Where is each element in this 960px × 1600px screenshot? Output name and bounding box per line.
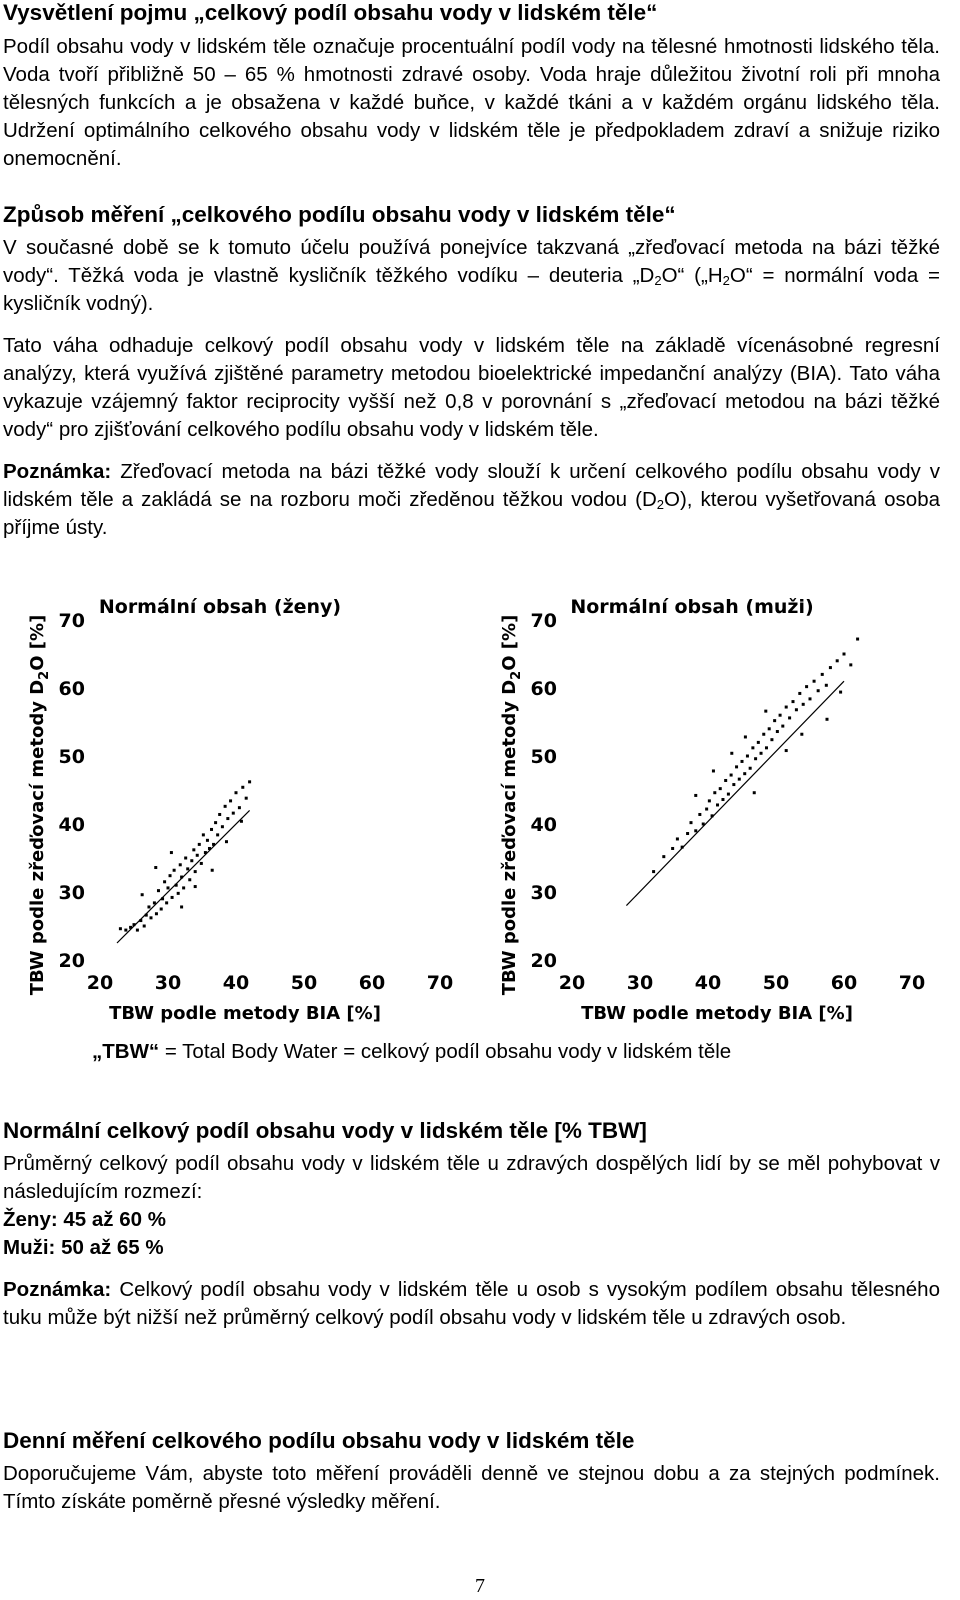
data-point (177, 892, 180, 895)
data-point (160, 908, 163, 911)
chart-men-svg (497, 585, 926, 1030)
text: O“ = normální voda = kysličník vodný). (3, 264, 940, 315)
data-point (182, 886, 185, 889)
data-point (776, 730, 779, 733)
subscript: 2 (654, 273, 662, 288)
text: O), kterou vyšetřovaná osoba příjme ústy. (3, 488, 940, 539)
data-point (690, 821, 693, 824)
x-axis-label: TBW podle metody BIA [%] (109, 1003, 381, 1024)
data-point (698, 813, 701, 816)
data-point (671, 847, 674, 850)
data-point (186, 867, 189, 870)
data-point (211, 869, 214, 872)
y-axis-label-subscript: 2 (509, 670, 524, 680)
data-point (206, 839, 209, 842)
y-axis-label-part: TBW podle zřeďovací metody D (499, 679, 520, 996)
data-point (694, 829, 697, 832)
data-point (652, 870, 655, 873)
x-tick-label: 60 (830, 972, 858, 994)
data-point (175, 884, 178, 887)
y-axis-label-part: O [%] (27, 614, 48, 671)
x-tick-label: 20 (558, 972, 586, 994)
data-point (171, 896, 174, 899)
data-point (716, 803, 719, 806)
y-tick-label: 60 (530, 678, 557, 700)
data-point (770, 738, 773, 741)
data-point (839, 691, 842, 694)
data-point (238, 806, 241, 809)
data-point (180, 905, 183, 908)
data-point (226, 817, 229, 820)
y-tick-label: 70 (58, 610, 85, 632)
note-paragraph (3, 1276, 940, 1332)
data-point (730, 752, 733, 755)
data-point (788, 716, 791, 719)
subscript: 2 (656, 497, 665, 512)
data-point (711, 814, 714, 817)
paragraph: Tato váha odhaduje celkový podíl obsahu vody v lidském těle na základě vícenásobné regresní analýzy, která využívá zjištěné parametry metodou bioelektrické impedanční analýzy (BIA). Tato váha vykazuje vzájemný faktor reciprocity vyšší než 0,8 v porovnání s „zřeďovací metodou na bázi těžké vody“ pro zjišťování celkového podílu obsahu vody v lidském těle. (3, 334, 940, 441)
data-point (167, 886, 170, 889)
data-point (179, 863, 182, 866)
data-point (169, 874, 172, 877)
data-point (153, 901, 156, 904)
x-axis-label: TBW podle metody BIA [%] (581, 1003, 853, 1024)
data-point (765, 746, 768, 749)
data-point (194, 885, 197, 888)
data-point (792, 700, 795, 703)
data-point (719, 787, 722, 790)
data-point (762, 733, 765, 736)
trend-line (117, 810, 250, 943)
y-tick-label: 50 (58, 746, 85, 768)
x-tick-label: 60 (358, 972, 386, 994)
data-point (735, 765, 738, 768)
data-point (741, 760, 744, 763)
data-point (173, 869, 176, 872)
data-point (192, 848, 195, 851)
data-point (163, 880, 166, 883)
x-tick-label: 50 (762, 972, 790, 994)
data-point (221, 825, 224, 828)
section-title: Způsob měření „celkového podílu obsahu vody v lidském těle“ (3, 202, 676, 227)
data-point (155, 912, 158, 915)
section-measurement (3, 200, 940, 542)
data-point (825, 684, 828, 687)
text: = Total Body Water = celkový podíl obsahu vody v lidském těle (159, 1040, 732, 1063)
data-point (809, 697, 812, 700)
data-point (225, 840, 228, 843)
data-point (694, 794, 697, 797)
data-point (224, 805, 227, 808)
data-point (202, 833, 205, 836)
data-point (727, 793, 730, 796)
data-point (785, 706, 788, 709)
section-normal-values (3, 1116, 940, 1332)
data-point (757, 741, 760, 744)
paragraph (92, 1038, 952, 1066)
data-point (204, 851, 207, 854)
data-point (235, 791, 238, 794)
data-point (721, 798, 724, 801)
y-tick-label: 20 (530, 950, 557, 972)
data-point (196, 854, 199, 857)
data-point (143, 925, 146, 928)
y-axis-label-part: TBW podle zřeďovací metody D (27, 679, 48, 996)
x-tick-label: 70 (898, 972, 926, 994)
data-point (805, 685, 808, 688)
data-point (764, 710, 767, 713)
data-point (753, 791, 756, 794)
data-point (702, 823, 705, 826)
y-tick-label: 20 (58, 950, 85, 972)
y-tick-label: 40 (58, 814, 85, 836)
data-point (194, 870, 197, 873)
y-axis-label-part: O [%] (499, 614, 520, 671)
data-point (730, 774, 733, 777)
data-point (743, 772, 746, 775)
chart-women (25, 585, 454, 1030)
chart-men (497, 585, 926, 1030)
data-point (751, 746, 754, 749)
data-point (713, 791, 716, 794)
data-point (708, 799, 711, 802)
section-definition (3, 0, 940, 173)
data-point (744, 735, 747, 738)
note-label: Poznámka: (3, 460, 112, 483)
section-title: Denní měření celkového podílu obsahu vody v lidském těle (3, 1428, 635, 1453)
paragraph: Průměrný celkový podíl obsahu vody v lidském těle u zdravých dospělých lidí by se měl pohybovat v následujícím rozmezí: (3, 1152, 940, 1203)
x-tick-label: 30 (626, 972, 654, 994)
women-range-text: Ženy: 45 až 60 % (3, 1208, 166, 1231)
data-point (157, 889, 160, 892)
data-point (154, 866, 157, 869)
section-daily-measurement (3, 1426, 940, 1516)
men-range-text: Muži: 50 až 65 % (3, 1236, 164, 1259)
text: Celkový podíl obsahu vody v lidském těle u osob s vysokým podílem obsahu tělesného tuku může být nižší než průměrný celkový podíl obsahu vody v lidském těle u zdravých osob. (3, 1278, 940, 1329)
paragraph: Doporučujeme Vám, abyste toto měření prováděli denně ve stejnou dobu a za stejných podmínek. Tímto získáte poměrně přesné výsledky měření. (3, 1462, 940, 1513)
data-point (686, 832, 689, 835)
data-point (216, 833, 219, 836)
y-axis-label-subscript: 2 (37, 670, 52, 680)
y-axis-label (27, 615, 52, 996)
data-point (190, 859, 193, 862)
x-tick-label: 40 (694, 972, 722, 994)
data-point (232, 812, 235, 815)
chart-note (92, 1038, 952, 1066)
data-point (773, 719, 776, 722)
data-point (829, 666, 832, 669)
data-point (145, 914, 148, 917)
data-point (184, 857, 187, 860)
data-point (139, 919, 142, 922)
data-point (800, 733, 803, 736)
y-tick-label: 30 (530, 882, 557, 904)
y-tick-label: 60 (58, 678, 85, 700)
text: Zřeďovací metoda na bázi těžké vody slouží k určení celkového podílu obsahu vody v lidském těle a zakládá se na rozboru moči zředěnou těžkou vodou (D (3, 460, 940, 511)
data-point (849, 663, 852, 666)
x-tick-label: 40 (222, 972, 250, 994)
data-point (681, 846, 684, 849)
tbw-label: „TBW“ (92, 1040, 160, 1063)
note-paragraph (3, 458, 940, 542)
data-point (705, 808, 708, 811)
chart-title: Normální obsah (ženy) (98, 596, 342, 618)
section-title: Normální celkový podíl obsahu vody v lidském těle [% TBW] (3, 1118, 647, 1143)
data-point (218, 813, 221, 816)
data-point (208, 847, 211, 850)
x-tick-label: 30 (154, 972, 182, 994)
text: V současné době se k tomuto účelu používá ponejvíce takzvaná „zřeďovací metoda na bázi těžké vody“. Těžká voda je vlastně kysličník těžkého vodíku – deuteria „D (3, 236, 940, 287)
x-tick-label: 50 (290, 972, 318, 994)
men-range (3, 1234, 940, 1262)
subscript: 2 (722, 273, 730, 288)
data-point (240, 820, 243, 823)
y-tick-label: 50 (530, 746, 557, 768)
y-tick-label: 30 (58, 882, 85, 904)
data-point (724, 779, 727, 782)
data-point (738, 778, 741, 781)
data-point (843, 653, 846, 656)
y-tick-label: 40 (530, 814, 557, 836)
data-point (165, 901, 168, 904)
data-point (141, 893, 144, 896)
data-point (779, 714, 782, 717)
data-point (749, 767, 752, 770)
data-point (229, 799, 232, 802)
page-number: 7 (475, 1575, 485, 1597)
data-point (813, 680, 816, 683)
data-point (732, 783, 735, 786)
data-point (662, 855, 665, 858)
data-point (856, 638, 859, 641)
data-point (241, 786, 244, 789)
data-point (760, 752, 763, 755)
data-point (826, 718, 829, 721)
data-point (712, 769, 715, 772)
x-tick-label: 70 (426, 972, 454, 994)
data-point (150, 916, 153, 919)
x-tick-label: 20 (86, 972, 114, 994)
women-range (3, 1206, 940, 1234)
data-point (147, 905, 150, 908)
data-point (170, 851, 173, 854)
data-point (676, 837, 679, 840)
note-label: Poznámka: (3, 1278, 112, 1301)
y-tick-label: 70 (530, 610, 557, 632)
data-point (136, 929, 139, 932)
data-point (129, 926, 132, 929)
data-point (200, 862, 203, 865)
data-point (836, 659, 839, 662)
data-point (768, 727, 771, 730)
paragraph: Podíl obsahu vody v lidském těle označuje procentuální podíl vody na tělesné hmotnosti lidského těla. Voda tvoří přibližně 50 – 65 % hmotnosti zdravé osoby. Voda hraje důležitou životní roli při mnoha tělesných funkcích a je obsažena v každé buňce, v každé tkáni a v každém orgánu lidského těla. Udržení optimálního celkového obsahu vody v lidském těle je předpokladem zdraví a snižuje riziko onemocnění. (3, 35, 940, 170)
data-point (248, 780, 251, 783)
section-title: Vysvětlení pojmu „celkový podíl obsahu vody v lidském těle“ (3, 0, 658, 25)
chart-title: Normální obsah (muži) (570, 596, 814, 618)
data-point (781, 725, 784, 728)
paragraph (3, 234, 940, 318)
data-point (245, 797, 248, 800)
trend-line (626, 681, 844, 905)
chart-women-svg (25, 585, 454, 1030)
data-point (754, 757, 757, 760)
data-point (821, 673, 824, 676)
data-point (124, 929, 127, 932)
data-point (133, 923, 136, 926)
data-point (198, 843, 201, 846)
data-point (785, 749, 788, 752)
data-point (161, 897, 164, 900)
data-point (802, 703, 805, 706)
data-point (798, 692, 801, 695)
data-point (180, 876, 183, 879)
data-point (210, 828, 213, 831)
text: O“ („H (661, 264, 723, 287)
data-point (817, 689, 820, 692)
data-point (119, 927, 122, 930)
data-point (188, 878, 191, 881)
y-axis-label (499, 615, 524, 996)
data-point (214, 821, 217, 824)
data-point (212, 843, 215, 846)
data-point (746, 755, 749, 758)
data-point (795, 708, 798, 711)
